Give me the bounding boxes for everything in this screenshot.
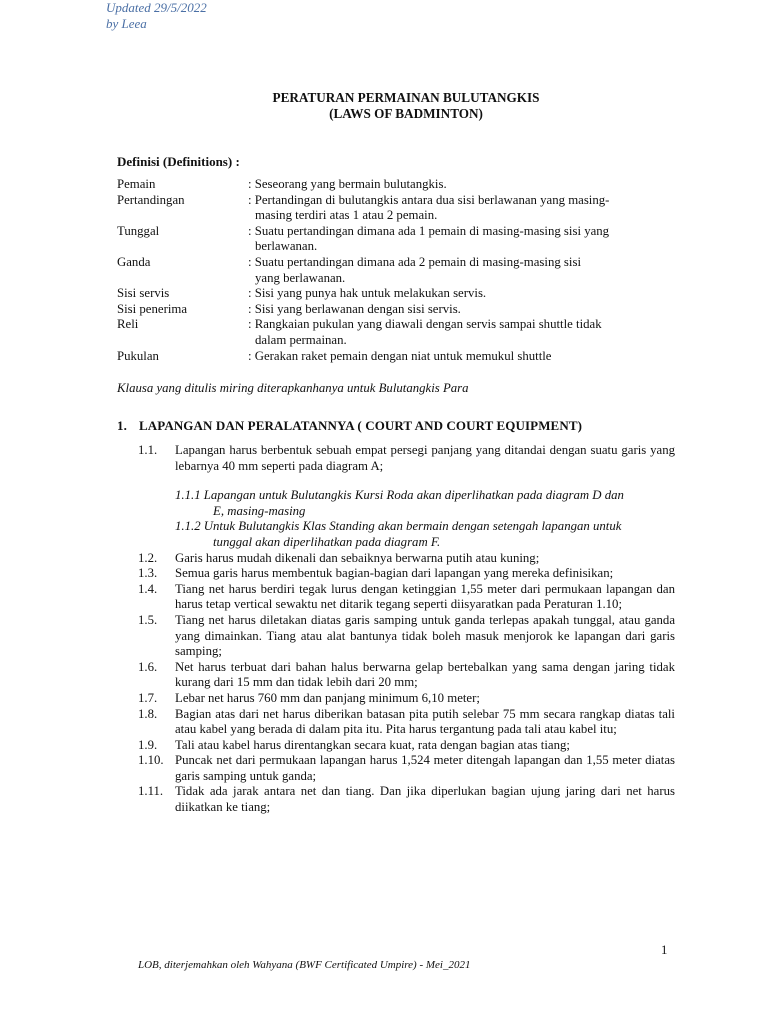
rules-list [138,443,675,816]
definition-row [117,286,677,302]
definition-desc-cont: dalam permainan. [255,332,347,347]
definition-term: Tunggal [117,223,160,238]
rule-number: 1.6. [138,659,158,674]
definition-term: Sisi penerima [117,301,188,316]
sub-rule-text-cont: E, masing-masing [213,503,306,518]
rule-text: Tiang net harus berdiri tegak lurus dengan ketinggian 1,55 meter dari permukaan lapangan dan harus tetap vertical sewaktu net ditarik tegang seperti diisyaratkan pada Peraturan 1.10; [175,581,675,612]
definition-term: Pemain [117,177,156,191]
rule-number: 1.7. [138,690,158,705]
definition-row [117,177,677,193]
definition-row [117,317,677,348]
doc-title: PERATURAN PERMAINAN BULUTANGKIS [272,90,540,105]
rule-item [138,691,675,707]
definition-desc: : Seseorang yang bermain bulutangkis. [248,177,447,191]
sub-rule [138,488,675,519]
rule-number: 1.10. [138,753,164,768]
sub-rule-text: 1.1.2 Untuk Bulutangkis Klas Standing akan bermain dengan setengah lapangan untuk [175,519,622,534]
update-note [106,0,207,32]
rule-number: 1.11. [138,784,164,799]
definitions-heading: Definisi (Definitions) : [117,154,240,169]
rule-number: 1.4. [138,581,158,596]
section-heading [117,418,582,434]
definition-term: Ganda [117,254,151,269]
rule-text: Puncak net dari permukaan lapangan harus 1,524 meter ditengah lapangan dan 1,55 meter diatas garis samping untuk ganda; [175,753,675,783]
definition-row [117,302,677,318]
definition-desc: : Sisi yang berlawanan dengan sisi servis. [248,301,461,316]
rule-text: Tidak ada jarak antara net dan tiang. Dan jika diperlukan bagian ujung jaring dari net harus diikatkan ke tiang; [175,784,675,815]
page-footer: LOB, diterjemahkan oleh Wahyana (BWF Certificated Umpire) - Mei_2021 [138,959,471,971]
rule-item [138,707,675,738]
rule-item [138,551,675,567]
definition-row [117,193,677,224]
rule-item [138,443,675,474]
definition-desc: : Pertandingan di bulutangkis antara dua sisi berlawanan yang masing- [248,192,610,207]
definition-desc-cont: masing terdiri atas 1 atau 2 pemain. [255,208,438,223]
definition-row [117,255,677,286]
rule-number: 1.1. [138,443,158,457]
rule-number: 1.9. [138,737,158,752]
definition-desc: : Sisi yang punya hak untuk melakukan servis. [248,286,487,301]
definition-desc: : Gerakan raket pemain dengan niat untuk memukul shuttle [248,348,552,363]
rule-item [138,582,675,613]
definition-row [117,349,677,365]
definition-term: Reli [117,317,139,332]
rule-text: Garis harus mudah dikenali dan sebaiknya berwarna putih atau kuning; [175,550,540,565]
rule-number: 1.2. [138,550,158,565]
definitions-list [117,177,677,364]
definition-row [117,224,677,255]
update-author: by Leea [106,16,147,31]
rule-number: 1.5. [138,612,158,627]
definition-desc: : Rangkaian pukulan yang diawali dengan servis sampai shuttle tidak [248,317,602,332]
sub-rule-text: 1.1.1 Lapangan untuk Bulutangkis Kursi Roda akan diperlihatkan pada diagram D dan [175,488,624,503]
rule-text: Net harus terbuat dari bahan halus berwarna gelap bertebalkan yang sama dengan jaring tidak kurang dari 15 mm dan tidak lebih dari 20 mm; [175,659,675,690]
definition-desc-cont: berlawanan. [255,239,318,254]
rule-item [138,660,675,691]
definition-desc: : Suatu pertandingan dimana ada 2 pemain di masing-masing sisi [248,254,582,269]
rule-text: Lapangan harus berbentuk sebuah empat persegi panjang yang ditandai dengan suatu garis yang lebarnya 40 mm seperti pada diagram A; [175,443,675,473]
rule-text: Semua garis harus membentuk bagian-bagian dari lapangan yang mereka definisikan; [175,566,614,581]
definition-desc-cont: yang berlawanan. [255,270,346,285]
rule-text: Bagian atas dari net harus diberikan batasan pita putih selebar 75 mm secara rangkap diatas tali atau kabel yang berada di dalam pita itu. Pita harus tergantung pada tali atau kabel itu; [175,706,675,737]
definition-term: Pukulan [117,348,159,363]
doc-subtitle: (LAWS OF BADMINTON) [329,106,483,121]
para-badminton-note: Klausa yang ditulis miring diterapkanhanya untuk Bulutangkis Para [117,381,469,395]
rule-item [138,566,675,582]
page-number: 1 [661,943,668,957]
rule-item [138,753,675,784]
rule-text: Tali atau kabel harus direntangkan secara kuat, rata dengan bagian atas tiang; [175,737,570,752]
rule-item [138,613,675,660]
section-title: LAPANGAN DAN PERALATANNYA ( COURT AND COURT EQUIPMENT) [139,418,583,433]
rule-item [138,784,675,815]
sub-rule [138,519,675,550]
rule-text: Lebar net harus 760 mm dan panjang minimum 6,10 meter; [175,690,480,705]
section-number: 1. [117,418,127,433]
rule-text: Tiang net harus diletakan diatas garis samping untuk ganda terlepas apakah tunggal, atau ganda yang dimainkan. Tiang atau alat bantunya tidak boleh masuk menjorok ke lapangan dari garis samping; [175,612,675,659]
sub-rule-text-cont: tunggal akan diperlihatkan pada diagram F. [213,534,441,549]
rule-number: 1.8. [138,706,158,721]
rule-number: 1.3. [138,566,158,581]
definition-term: Sisi servis [117,286,170,301]
update-date: Updated 29/5/2022 [106,0,207,15]
definition-desc: : Suatu pertandingan dimana ada 1 pemain di masing-masing sisi yang [248,223,610,238]
rule-item [138,738,675,754]
definition-term: Pertandingan [117,192,185,207]
